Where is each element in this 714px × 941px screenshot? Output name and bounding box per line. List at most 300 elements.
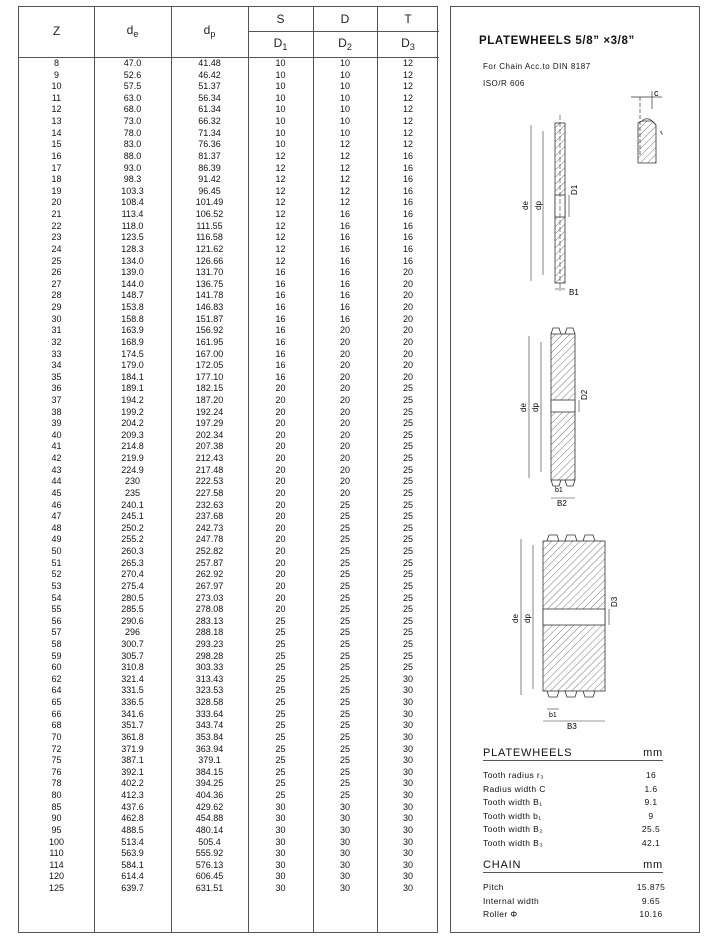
cell-z: 114 [49,859,64,870]
cell-dp: 313.43 [195,673,224,684]
cell-de: 118.0 [121,220,144,231]
cell-d-d2: 25 [339,790,350,801]
cell-de: 144.0 [121,278,144,289]
cell-dp: 298.28 [195,650,224,661]
cell-dp: 273.03 [195,592,224,603]
cell-d-d2: 20 [339,418,350,429]
cell-dp: 267.97 [195,580,224,591]
table-row [19,662,437,674]
table-row [19,441,437,453]
cell-z: 8 [53,58,59,68]
cell-dp: 161.95 [195,336,224,347]
cell-de: 63.0 [123,92,142,103]
cell-d-d2: 25 [339,569,350,580]
cell-s-d1: 12 [275,174,286,185]
cell-s-d1: 12 [275,220,286,231]
cell-de: 88.0 [123,150,142,161]
cell-de: 103.3 [121,185,144,196]
cell-z: 9 [53,69,59,80]
cell-dp: 606.45 [195,871,224,882]
cell-s-d1: 25 [275,662,286,673]
cell-s-d1: 16 [275,302,286,313]
cell-z: 44 [51,476,62,487]
cell-d-d2: 20 [339,406,350,417]
cell-s-d1: 25 [275,639,286,649]
table-row [19,70,437,82]
table-row [19,279,437,291]
cell-de: 47.0 [123,58,142,68]
cell-t-d3: 12 [402,58,413,68]
cell-t-d3: 20 [402,371,413,382]
cell-dp: 576.13 [195,859,224,870]
label-r: r [658,129,666,137]
header-d: D [340,12,350,26]
label-dp: dp [523,614,532,623]
cell-t-d3: 25 [402,522,413,533]
cell-de: 224.9 [121,464,144,475]
cell-dp: 172.05 [195,360,224,371]
cell-dp: 111.55 [196,220,223,231]
cell-dp: 141.78 [195,290,224,301]
cell-de: 392.1 [121,766,144,777]
property-label: Roller Φ [483,909,518,920]
cell-dp: 353.84 [195,731,224,742]
label-d1: D1 [570,184,579,195]
cell-de: 184.1 [121,371,144,382]
cell-dp: 136.75 [195,278,224,289]
cell-de: 265.3 [121,557,144,568]
cell-de: 83.0 [123,139,142,150]
cell-z: 49 [51,534,62,545]
cell-s-d1: 10 [275,81,286,92]
cell-dp: 232.63 [195,499,224,510]
cell-dp: 379.1 [198,755,221,766]
cell-de: 275.4 [121,580,144,591]
cell-d-d2: 16 [339,255,350,266]
table-row [19,697,437,709]
table-row [19,128,437,140]
label-b3: B3 [567,722,577,731]
header-dp: $d_p$ [203,23,216,39]
cell-dp: 151.87 [195,313,224,324]
cell-dp: 384.15 [195,766,224,777]
cell-d-d2: 25 [339,778,350,789]
header-z: Z [52,24,61,38]
cell-z: 13 [51,116,62,127]
cell-s-d1: 20 [275,499,286,510]
property-row [483,810,683,823]
cell-z: 110 [49,848,64,859]
cell-de: 128.3 [121,243,144,254]
cell-z: 51 [51,557,62,568]
cell-s-d1: 25 [275,720,286,731]
cell-z: 65 [51,697,62,708]
cell-z: 58 [51,639,62,649]
cell-t-d3: 25 [402,604,413,615]
cell-dp: 106.52 [195,209,224,220]
cell-d-d2: 10 [339,69,350,80]
table-row [19,139,437,151]
cell-de: 240.1 [121,499,144,510]
cell-de: 250.2 [121,522,144,533]
table-row [19,372,437,384]
cell-t-d3: 25 [402,569,413,580]
property-row [483,796,683,809]
label-de: de [521,201,530,210]
cell-s-d1: 20 [275,406,286,417]
table-row [19,302,437,314]
cell-de: 300.7 [121,639,144,649]
cell-z: 42 [51,453,62,464]
cell-de: 108.4 [121,197,144,208]
cell-s-d1: 16 [275,290,286,301]
cell-dp: 197.29 [195,418,224,429]
cell-s-d1: 30 [275,871,286,882]
cell-t-d3: 30 [402,697,413,708]
table-row [19,256,437,268]
cell-dp: 343.74 [195,720,224,731]
table-row [19,488,437,500]
cell-z: 54 [51,592,62,603]
cell-dp: 222.53 [195,476,224,487]
label-de: de [511,614,520,623]
cell-d-d2: 10 [339,92,350,103]
cell-t-d3: 12 [402,116,413,127]
table-row [19,395,437,407]
cell-s-d1: 20 [275,511,286,522]
cell-d-d2: 25 [339,615,350,626]
label-b2: B2 [557,499,567,508]
cell-t-d3: 25 [402,441,413,452]
cell-t-d3: 12 [402,81,413,92]
cell-z: 40 [51,429,62,440]
cell-s-d1: 25 [275,685,286,696]
cell-t-d3: 25 [402,511,413,522]
cell-z: 80 [51,790,62,801]
cell-z: 33 [51,348,62,359]
cell-z: 75 [51,755,62,766]
cell-t-d3: 16 [402,174,413,185]
cell-s-d1: 25 [275,778,286,789]
cell-de: 174.5 [121,348,144,359]
cell-t-d3: 30 [402,778,413,789]
property-row [483,837,683,850]
cell-dp: 631.51 [195,883,224,894]
cell-dp: 247.78 [195,534,224,545]
cell-de: 123.5 [121,232,144,243]
cell-de: 189.1 [121,383,144,394]
table-row [19,744,437,756]
cell-z: 14 [51,127,62,138]
cell-de: 305.7 [121,650,144,661]
cell-z: 25 [51,255,62,266]
cell-t-d3: 30 [402,766,413,777]
cell-de: 260.3 [121,546,144,557]
cell-de: 153.8 [121,302,144,313]
property-label: Tooth width b₁ [483,810,542,821]
cell-dp: 293.23 [195,639,224,649]
table-row [19,383,437,395]
cell-z: 68 [51,720,62,731]
cell-z: 21 [51,209,62,220]
cell-d-d2: 25 [339,499,350,510]
table-row [19,93,437,105]
cell-s-d1: 20 [275,429,286,440]
table-row [19,581,437,593]
cell-dp: 116.58 [196,232,223,243]
cell-s-d1: 12 [275,232,286,243]
header-t: T [404,12,412,26]
table-row [19,593,437,605]
table-row [19,616,437,628]
cell-s-d1: 16 [275,348,286,359]
cell-dp: 262.92 [195,569,224,580]
cell-z: 50 [51,546,62,557]
cell-d-d2: 20 [339,325,350,336]
cell-s-d1: 30 [275,848,286,859]
cell-de: 93.0 [123,162,142,173]
cell-d-d2: 20 [339,464,350,475]
cell-t-d3: 25 [402,557,413,568]
cell-s-d1: 16 [275,325,286,336]
label-b1-small: b1 [555,487,563,494]
cell-d-d2: 25 [339,522,350,533]
cell-z: 52 [51,569,62,580]
table-row [19,674,437,686]
platewheels-section-heading: PLATEWHEELS mm [483,747,663,759]
cell-de: 204.2 [121,418,144,429]
cell-dp: 555.92 [195,848,224,859]
cell-dp: 71.34 [198,127,221,138]
cell-t-d3: 25 [402,418,413,429]
property-row [483,783,683,796]
cell-dp: 480.14 [195,824,224,835]
cell-dp: 56.34 [198,92,221,103]
cell-z: 20 [51,197,62,208]
cell-t-d3: 20 [402,290,413,301]
cell-dp: 207.38 [195,441,224,452]
cell-d-d2: 25 [339,557,350,568]
cell-de: 341.6 [121,708,144,719]
cell-z: 46 [51,499,62,510]
cell-de: 351.7 [121,720,144,731]
cell-d-d2: 12 [339,162,350,173]
table-row [19,546,437,558]
table-row [19,430,437,442]
cell-d-d2: 16 [339,220,350,231]
cell-d-d2: 10 [339,127,350,138]
table-row [19,163,437,175]
cell-z: 48 [51,522,62,533]
label-b1: B1 [569,288,579,297]
cell-d-d2: 30 [339,824,350,835]
cell-z: 78 [51,778,62,789]
header-d3: $D_3$ [401,36,415,52]
cell-de: 113.4 [121,209,144,220]
cell-s-d1: 10 [275,139,286,150]
cell-s-d1: 25 [275,743,286,754]
cell-de: 361.8 [121,731,144,742]
property-label: Tooth width B₃ [483,838,544,848]
cell-d-d2: 16 [339,302,350,313]
cell-s-d1: 16 [275,313,286,324]
label-de: de [519,403,528,412]
cell-t-d3: 30 [402,883,413,894]
property-value: 1.6 [644,783,658,794]
cell-z: 26 [51,267,62,278]
table-row [19,349,437,361]
cell-t-d3: 12 [402,69,413,80]
cell-s-d1: 10 [275,104,286,115]
cell-s-d1: 10 [275,127,286,138]
property-value: 25.5 [641,824,661,835]
cell-z: 57 [51,627,62,638]
cell-t-d3: 16 [402,185,413,196]
label-d2: D2 [580,389,589,400]
cell-dp: 86.39 [198,162,221,173]
cell-s-d1: 20 [275,546,286,557]
cell-z: 70 [51,731,62,742]
cell-d-d2: 25 [339,731,350,742]
cell-z: 30 [51,313,62,324]
cell-de: 614.4 [121,871,144,882]
cell-de: 219.9 [121,453,144,464]
table-row [19,500,437,512]
cell-d-d2: 30 [339,859,350,870]
cell-t-d3: 16 [402,197,413,208]
table-row [19,778,437,790]
table-row [19,523,437,535]
table-row [19,709,437,721]
cell-z: 100 [48,836,65,847]
property-label: Tooth width B₁ [483,797,543,808]
property-label: Internal width [483,895,540,906]
table-row [19,848,437,860]
cell-de: 584.1 [121,859,144,870]
cell-t-d3: 25 [402,383,413,394]
cell-s-d1: 25 [275,731,286,742]
cell-de: 371.9 [121,743,144,754]
cell-de: 235 [124,487,141,498]
cell-d-d2: 30 [339,883,350,894]
cell-dp: 212.43 [195,453,224,464]
cell-z: 47 [51,511,62,522]
cell-s-d1: 20 [275,441,286,452]
table-row [19,755,437,767]
table-row [19,197,437,209]
cell-s-d1: 25 [275,766,286,777]
cell-d-d2: 25 [339,708,350,719]
cell-de: 563.9 [121,848,144,859]
cell-de: 134.0 [121,255,144,266]
property-value: 42.1 [641,838,661,848]
cell-t-d3: 16 [402,255,413,266]
cell-s-d1: 20 [275,453,286,464]
cell-d-d2: 25 [339,662,350,673]
cell-s-d1: 25 [275,627,286,638]
table-row [19,325,437,337]
cell-dp: 182.15 [195,383,224,394]
cell-t-d3: 16 [402,209,413,220]
cell-dp: 126.66 [195,255,224,266]
property-label: Pitch [483,882,504,892]
cell-d-d2: 12 [339,174,350,185]
cell-t-d3: 25 [402,406,413,417]
cell-d-d2: 25 [339,766,350,777]
cell-t-d3: 25 [402,464,413,475]
cell-de: 163.9 [121,325,144,336]
cell-d-d2: 25 [339,534,350,545]
cell-de: 290.6 [121,615,144,626]
cell-t-d3: 20 [402,313,413,324]
cell-s-d1: 20 [275,580,286,591]
cell-d-d2: 25 [339,546,350,557]
cell-de: 321.4 [121,673,144,684]
cell-dp: 237.68 [195,511,224,522]
cell-dp: 323.53 [195,685,224,696]
cell-de: 68.0 [123,104,142,115]
table-row [19,476,437,488]
cell-z: 55 [51,604,62,615]
table-row [19,314,437,326]
tooth-profile-diagram [626,85,686,167]
cell-de: 245.1 [121,511,144,522]
cell-d-d2: 12 [339,197,350,208]
cell-s-d1: 12 [275,150,286,161]
cell-s-d1: 20 [275,592,286,603]
cell-s-d1: 20 [275,476,286,487]
cell-t-d3: 25 [402,453,413,464]
cell-z: 23 [51,232,62,243]
cell-s-d1: 10 [275,69,286,80]
cell-t-d3: 30 [402,813,413,824]
table-row [19,232,437,244]
cell-s-d1: 20 [275,487,286,498]
cell-d-d2: 20 [339,383,350,394]
cell-de: 387.1 [121,755,144,766]
cell-d-d2: 20 [339,336,350,347]
cell-de: 488.5 [121,824,144,835]
cell-t-d3: 16 [402,220,413,231]
cell-d-d2: 10 [339,116,350,127]
label-dp: dp [531,403,540,412]
cell-dp: 156.92 [195,325,224,336]
cell-d-d2: 30 [339,836,350,847]
cell-s-d1: 30 [275,883,286,894]
cell-z: 53 [51,580,62,591]
header-divider [248,31,439,32]
cell-s-d1: 12 [275,162,286,173]
cell-t-d3: 30 [402,685,413,696]
cell-t-d3: 25 [402,639,413,649]
cell-z: 27 [51,278,62,289]
table-row [19,360,437,372]
property-label: Radius width C [483,783,546,794]
table-row [19,860,437,872]
cell-de: 285.5 [121,604,144,615]
cell-t-d3: 30 [402,790,413,801]
cell-de: 73.0 [123,116,142,127]
cell-z: 64 [51,685,62,696]
cell-dp: 76.36 [198,139,221,150]
property-value: 15.875 [636,882,666,892]
cell-t-d3: 25 [402,499,413,510]
table-row [19,151,437,163]
cell-d-d2: 16 [339,232,350,243]
cell-z: 41 [51,441,62,452]
cell-z: 59 [51,650,62,661]
cell-s-d1: 25 [275,673,286,684]
